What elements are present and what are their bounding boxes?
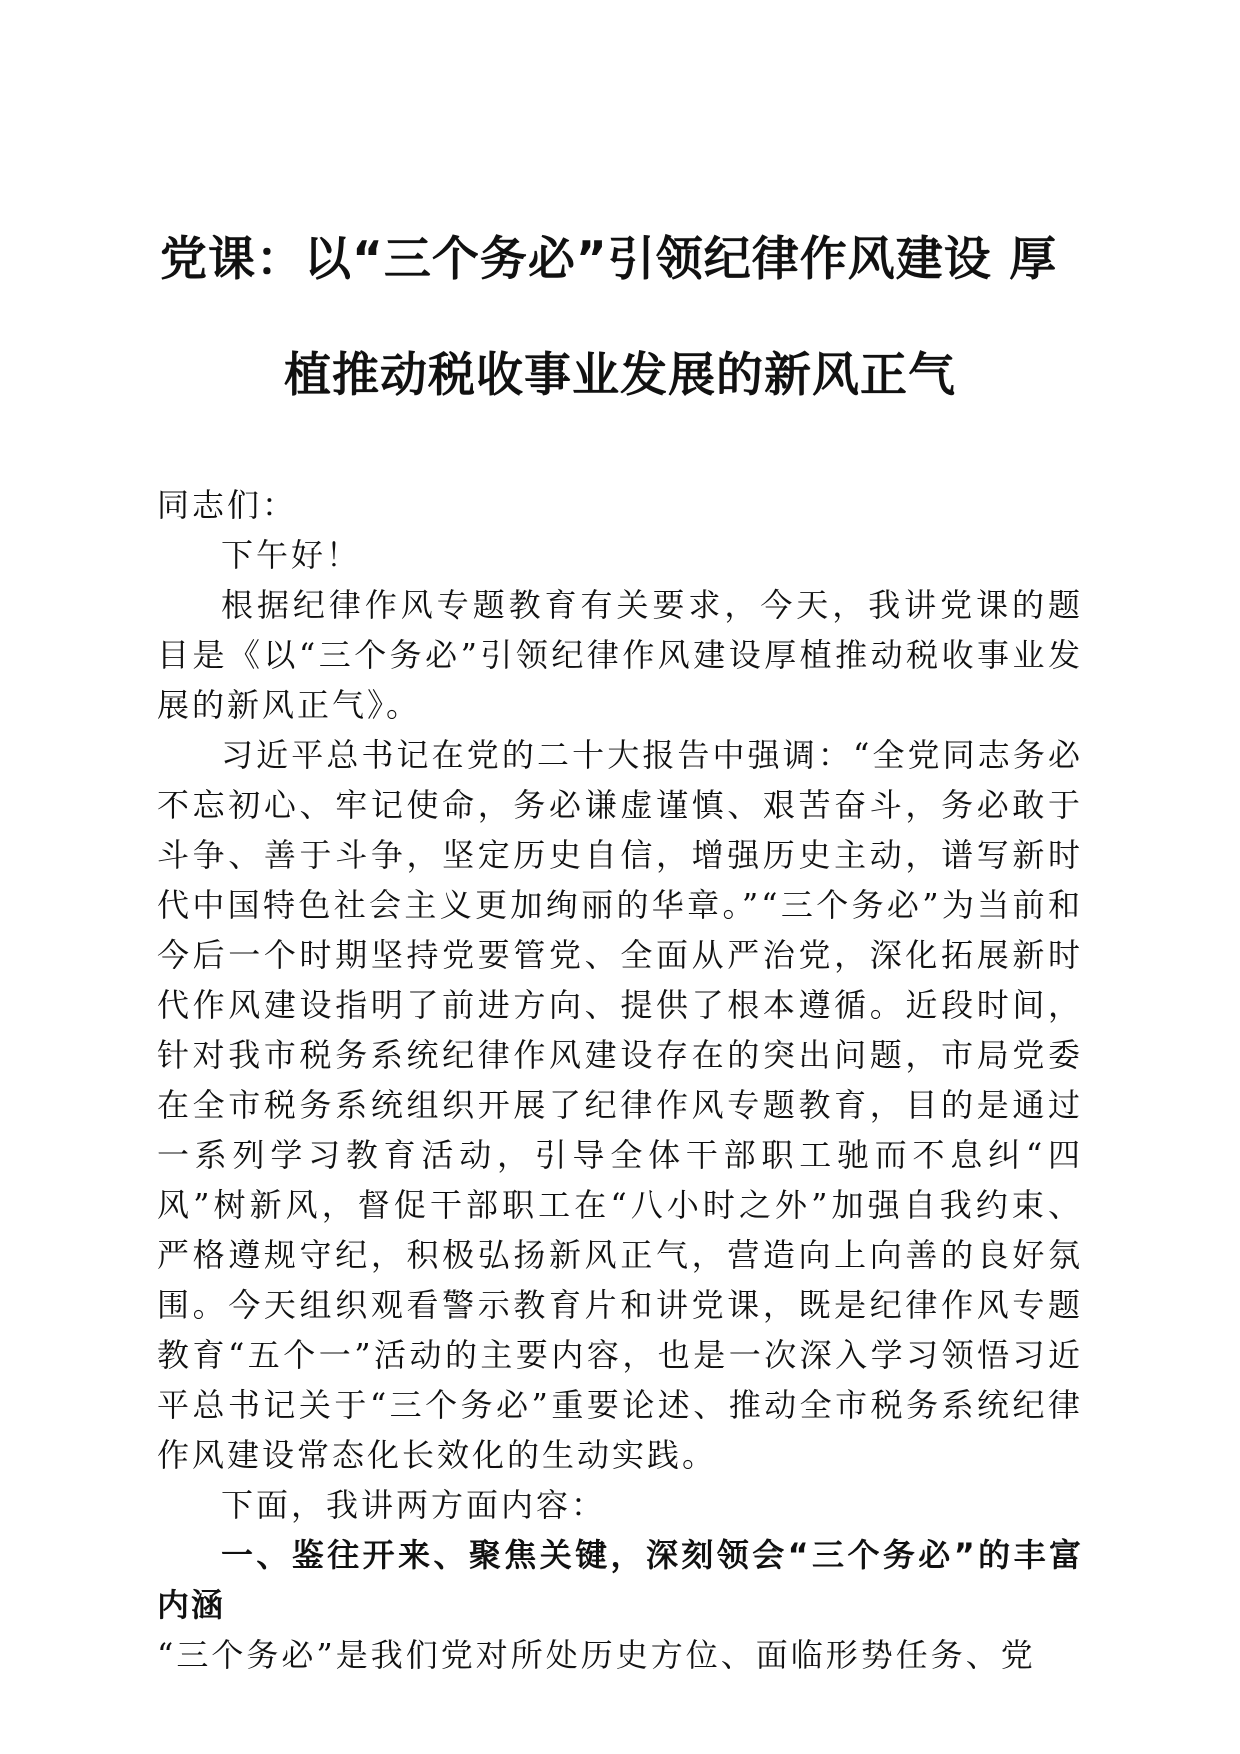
- document-title-line-2: 植推动税收事业发展的新风正气: [284, 348, 956, 403]
- greeting: 下午好！: [221, 536, 362, 574]
- paragraph-4: “三个务必”是我们党对所处历史方位、面临形势任务、党: [157, 1636, 1036, 1674]
- document-body: [157, 480, 1083, 1680]
- document-title-line-1: 党课：以“三个务必”引领纪律作风建设 厚: [160, 232, 1058, 287]
- paragraph-3: 下面，我讲两方面内容：: [221, 1486, 607, 1524]
- paragraph-1: 根据纪律作风专题教育有关要求，今天，我讲党课的题目是《以“三个务必”引领纪律作风建设厚植推动税收事业发展的新风正气》。: [157, 586, 1083, 724]
- salutation: 同志们：: [157, 486, 298, 524]
- paragraph-2: 习近平总书记在党的二十大报告中强调：“全党同志务必不忘初心、牢记使命，务必谦虚谨慎、艰苦奋斗，务必敢于斗争、善于斗争，坚定历史自信，增强历史主动，谱写新时代中国特色社会主义更加绚丽的华章。”“三个务必”为当前和今后一个时期坚持党要管党、全面从严治党，深化拓展新时代作风建设指明了前进方向、提供了根本遵循。近段时间，针对我市税务系统纪律作风建设存在的突出问题，市局党委在全市税务系统组织开展了纪律作风专题教育，目的是通过一系列学习教育活动，引导全体干部职工驰而不息纠“四风”树新风，督促干部职工在“八小时之外”加强自我约束、严格遵规守纪，积极弘扬新风正气，营造向上向善的良好氛围。今天组织观看警示教育片和讲党课，既是纪律作风专题教育“五个一”活动的主要内容，也是一次深入学习领悟习近平总书记关于“三个务必”重要论述、推动全市税务系统纪律作风建设常态化长效化的生动实践。: [157, 736, 1083, 1474]
- section-heading-1: 一、鉴往开来、聚焦关键，深刻领会“三个务必”的丰富内涵: [157, 1536, 1083, 1624]
